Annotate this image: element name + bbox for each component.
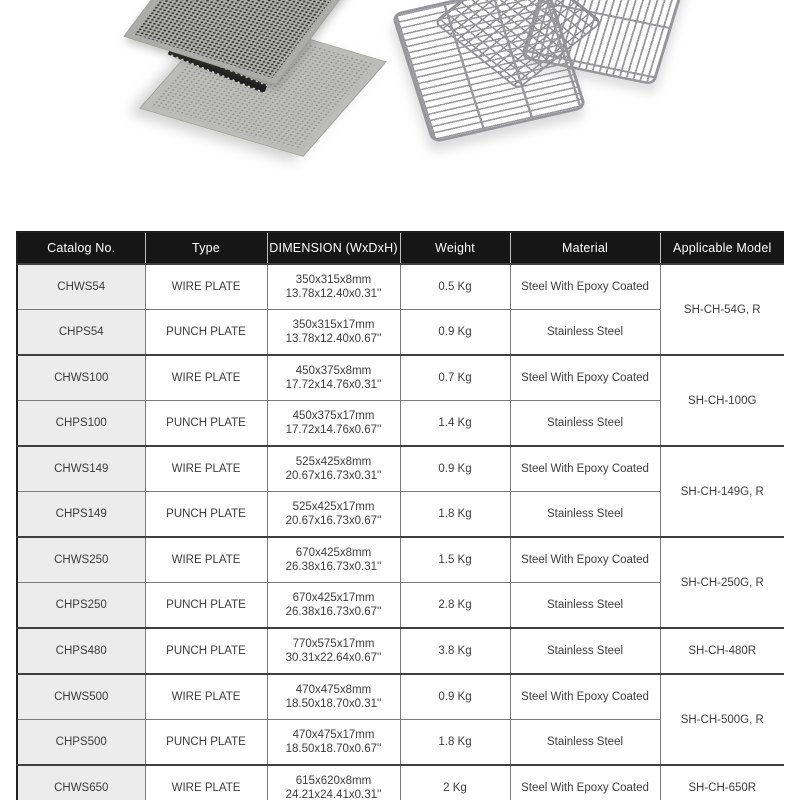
product-photos xyxy=(0,0,800,230)
dimension-mm: 470x475x17mm xyxy=(292,729,375,741)
cell-applicable-model: SH-CH-500G, R xyxy=(660,674,784,765)
cell-applicable-model: SH-CH-54G, R xyxy=(660,264,784,355)
cell-applicable-model: SH-CH-480R xyxy=(660,628,784,674)
cell-weight: 0.9 Kg xyxy=(400,310,510,356)
dimension-mm: 350x315x8mm xyxy=(295,274,372,286)
dimension-inch: 18.50x18.70x0.67'' xyxy=(285,743,382,755)
cell-weight: 0.9 Kg xyxy=(400,446,510,492)
cell-weight: 3.8 Kg xyxy=(400,628,510,674)
col-header-weight: Weight xyxy=(400,232,510,264)
dimension-inch: 26.38x16.73x0.31'' xyxy=(285,561,382,573)
dimension-inch: 17.72x14.76x0.31'' xyxy=(285,379,382,391)
cell-catalog-no: CHPS149 xyxy=(17,492,145,538)
cell-catalog-no: CHWS100 xyxy=(17,355,145,401)
cell-type: WIRE PLATE xyxy=(145,355,267,401)
cell-catalog-no: CHWS149 xyxy=(17,446,145,492)
col-header-material: Material xyxy=(510,232,660,264)
cell-material: Steel With Epoxy Coated xyxy=(510,674,660,720)
dimension-inch: 18.50x18.70x0.31'' xyxy=(285,698,382,710)
dimension-inch: 20.67x16.73x0.31'' xyxy=(285,470,382,482)
cell-dimension xyxy=(267,583,400,629)
dimension-mm: 470x475x8mm xyxy=(295,684,372,696)
cell-material: Steel With Epoxy Coated xyxy=(510,537,660,583)
table-row xyxy=(17,446,784,492)
table-row xyxy=(17,537,784,583)
cell-weight: 2.8 Kg xyxy=(400,583,510,629)
cell-type: PUNCH PLATE xyxy=(145,310,267,356)
cell-type: WIRE PLATE xyxy=(145,674,267,720)
dimension-mm: 450x375x8mm xyxy=(295,365,372,377)
cell-catalog-no: CHWS54 xyxy=(17,264,145,310)
cell-material: Stainless Steel xyxy=(510,401,660,447)
cell-material: Steel With Epoxy Coated xyxy=(510,264,660,310)
dimension-inch: 24.21x24.41x0.31'' xyxy=(285,789,382,800)
cell-type: PUNCH PLATE xyxy=(145,628,267,674)
cell-catalog-no: CHPS480 xyxy=(17,628,145,674)
cell-type: PUNCH PLATE xyxy=(145,720,267,766)
dimension-mm: 615x620x8mm xyxy=(295,775,372,787)
dimension-inch: 13.78x12.40x0.67'' xyxy=(285,333,382,345)
cell-material: Stainless Steel xyxy=(510,628,660,674)
cell-dimension xyxy=(267,355,400,401)
cell-type: PUNCH PLATE xyxy=(145,401,267,447)
cell-applicable-model: SH-CH-650R xyxy=(660,765,784,800)
dimension-mm: 670x425x17mm xyxy=(292,592,375,604)
cell-dimension xyxy=(267,537,400,583)
table-row xyxy=(17,674,784,720)
cell-catalog-no: CHWS650 xyxy=(17,765,145,800)
col-header-type: Type xyxy=(145,232,267,264)
cell-material: Stainless Steel xyxy=(510,720,660,766)
cell-dimension xyxy=(267,765,400,800)
spec-table-wrap xyxy=(16,231,784,800)
cell-type: PUNCH PLATE xyxy=(145,492,267,538)
dimension-mm: 350x315x17mm xyxy=(292,319,375,331)
cell-catalog-no: CHPS54 xyxy=(17,310,145,356)
cell-weight: 0.5 Kg xyxy=(400,264,510,310)
dimension-inch: 26.38x16.73x0.67'' xyxy=(285,606,382,618)
cell-material: Steel With Epoxy Coated xyxy=(510,765,660,800)
cell-dimension xyxy=(267,446,400,492)
table-row xyxy=(17,765,784,800)
cell-catalog-no: CHPS250 xyxy=(17,583,145,629)
cell-weight: 1.4 Kg xyxy=(400,401,510,447)
dimension-mm: 450x375x17mm xyxy=(292,410,375,422)
col-header-catalog-no: Catalog No. xyxy=(17,232,145,264)
table-row xyxy=(17,355,784,401)
cell-dimension xyxy=(267,310,400,356)
cell-dimension xyxy=(267,401,400,447)
dimension-inch: 13.78x12.40x0.31'' xyxy=(285,288,382,300)
table-row xyxy=(17,628,784,674)
col-header-dimension-wxdxh: DIMENSION (WxDxH) xyxy=(267,232,400,264)
cell-type: WIRE PLATE xyxy=(145,537,267,583)
cell-catalog-no: CHWS250 xyxy=(17,537,145,583)
cell-material: Stainless Steel xyxy=(510,583,660,629)
cell-type: WIRE PLATE xyxy=(145,264,267,310)
cell-catalog-no: CHPS500 xyxy=(17,720,145,766)
cell-dimension xyxy=(267,674,400,720)
col-header-applicable-model: Applicable Model xyxy=(660,232,784,264)
cell-weight: 0.9 Kg xyxy=(400,674,510,720)
dimension-inch: 30.31x22.64x0.67'' xyxy=(285,652,382,664)
table-body xyxy=(17,264,784,800)
cell-material: Steel With Epoxy Coated xyxy=(510,446,660,492)
cell-material: Steel With Epoxy Coated xyxy=(510,355,660,401)
cell-catalog-no: CHPS100 xyxy=(17,401,145,447)
cell-weight: 1.5 Kg xyxy=(400,537,510,583)
cell-material: Stainless Steel xyxy=(510,310,660,356)
cell-applicable-model: SH-CH-100G xyxy=(660,355,784,446)
cell-weight: 0.7 Kg xyxy=(400,355,510,401)
cell-weight: 2 Kg xyxy=(400,765,510,800)
dimension-mm: 770x575x17mm xyxy=(292,638,375,650)
cell-dimension xyxy=(267,628,400,674)
spec-table xyxy=(16,231,784,800)
cell-dimension xyxy=(267,720,400,766)
table-header-row xyxy=(17,232,784,264)
dimension-inch: 20.67x16.73x0.67'' xyxy=(285,515,382,527)
dimension-mm: 525x425x17mm xyxy=(292,501,375,513)
cell-dimension xyxy=(267,264,400,310)
dimension-mm: 525x425x8mm xyxy=(295,456,372,468)
cell-dimension xyxy=(267,492,400,538)
cell-applicable-model: SH-CH-250G, R xyxy=(660,537,784,628)
cell-weight: 1.8 Kg xyxy=(400,492,510,538)
cell-type: WIRE PLATE xyxy=(145,446,267,492)
cell-type: WIRE PLATE xyxy=(145,765,267,800)
cell-applicable-model: SH-CH-149G, R xyxy=(660,446,784,537)
wire-plate-photo-left xyxy=(391,0,586,143)
table-row xyxy=(17,264,784,310)
dimension-mm: 670x425x8mm xyxy=(295,547,372,559)
cell-type: PUNCH PLATE xyxy=(145,583,267,629)
cell-material: Stainless Steel xyxy=(510,492,660,538)
dimension-inch: 17.72x14.76x0.67'' xyxy=(285,424,382,436)
cell-weight: 1.8 Kg xyxy=(400,720,510,766)
cell-catalog-no: CHWS500 xyxy=(17,674,145,720)
